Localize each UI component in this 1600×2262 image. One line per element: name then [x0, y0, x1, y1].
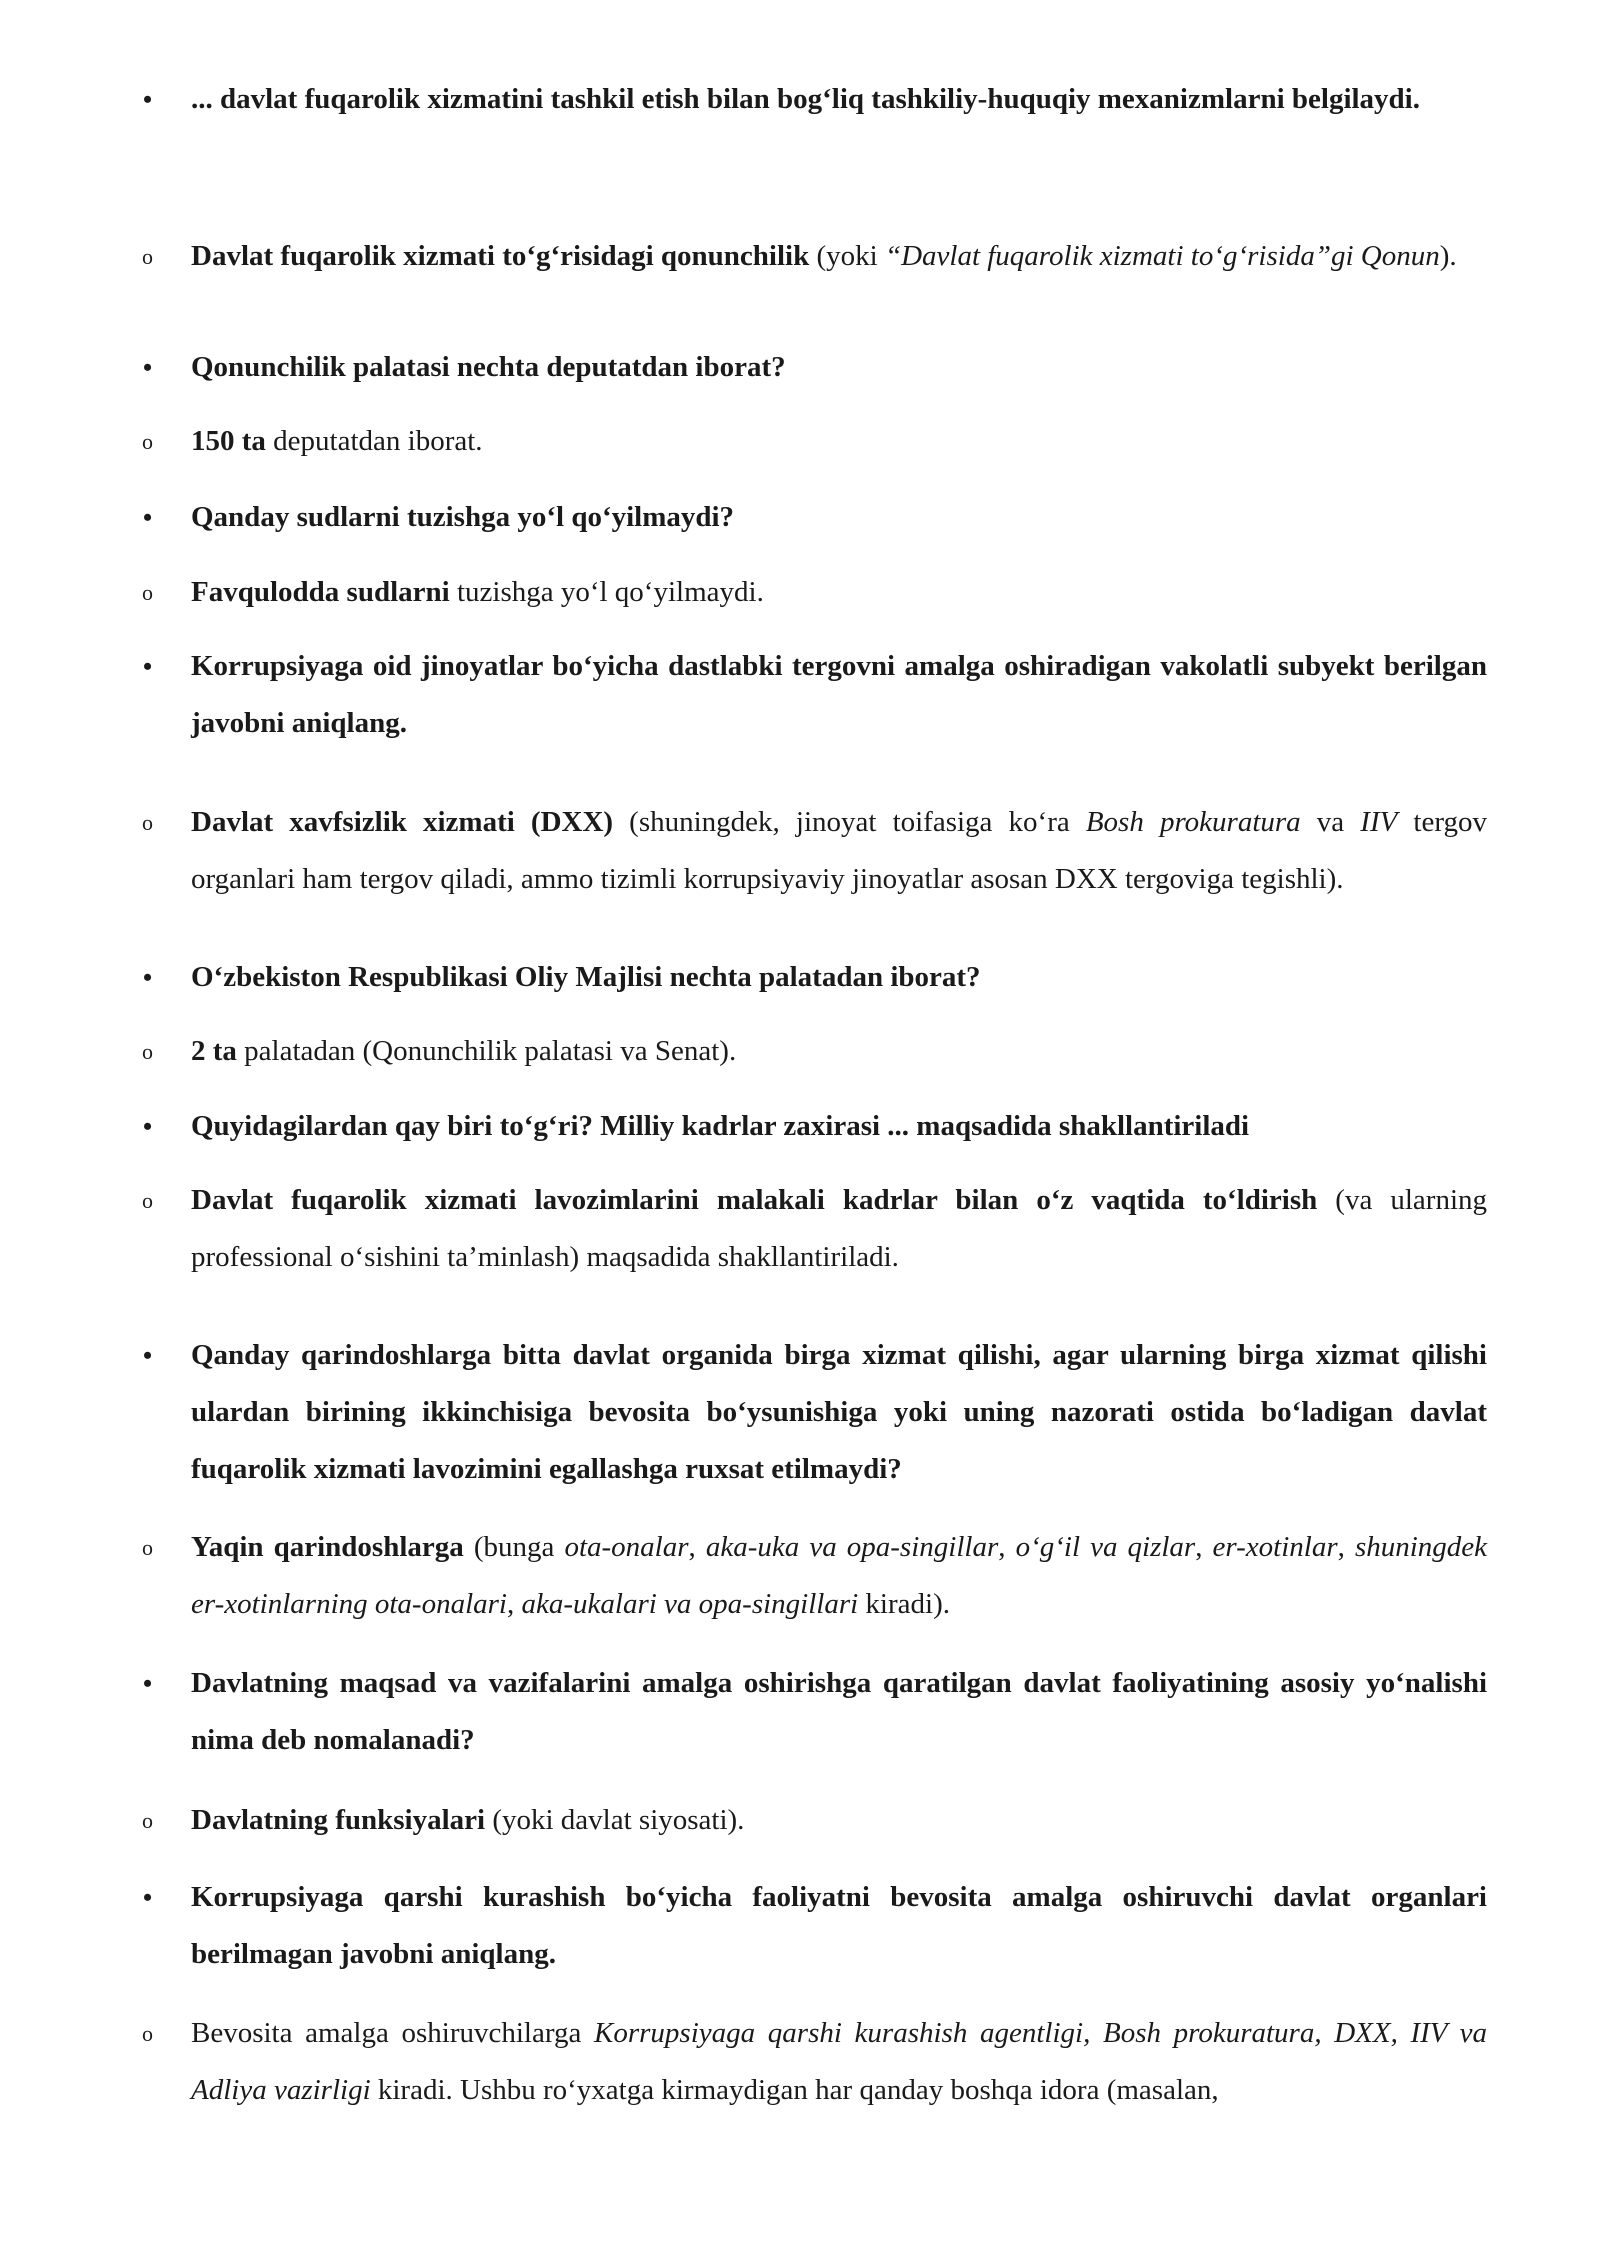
italic-text: o‘g‘il va qizlar [1015, 1531, 1196, 1563]
bold-text: Qanday qarindoshlarga bitta davlat organida birga xizmat qilishi, agar ularning birga xizmat qilishi ulardan birining ikkinchisiga bevosita bo‘ysunishiga yoki uning nazorati ostida bo‘ladigan davlat fuqarolik xizmati lavozimini egallashga ruxsat etilmaydi? [191, 1339, 1487, 1485]
question-item [143, 949, 1487, 1006]
answer-item [142, 2005, 1488, 2119]
plain-text: Bevosita amalga oshiruvchilarga [191, 2017, 595, 2049]
circle-marker: o [142, 810, 153, 835]
plain-text: va [1300, 806, 1361, 838]
answer-item [142, 1023, 1487, 1080]
question-item [143, 1869, 1487, 1983]
bold-text: 150 ta [191, 425, 266, 457]
bold-text: Korrupsiyaga oid jinoyatlar bo‘yicha dastlabki tergovni amalga oshiradigan vakolatli subyekt berilgan javobni aniqlang. [191, 650, 1487, 739]
circle-marker: o [142, 1039, 153, 1064]
bold-text: Qanday sudlarni tuzishga yo‘l qo‘yilmaydi? [191, 501, 735, 533]
answer-item [142, 564, 1487, 621]
bold-text: Favqulodda sudlarni [191, 576, 450, 608]
circle-marker: o [142, 1808, 153, 1833]
question-item [143, 1098, 1487, 1155]
plain-text: kiradi). [858, 1588, 950, 1620]
bold-text: Yaqin qarindoshlarga [191, 1531, 464, 1563]
question-item [143, 1327, 1487, 1498]
bold-text: Davlat fuqarolik xizmati lavozimlarini malakali kadrlar bilan o‘z vaqtida to‘ldirish [191, 1184, 1318, 1216]
question-item [143, 1655, 1487, 1769]
bullet-marker: • [143, 503, 153, 532]
bullet-marker: • [143, 963, 153, 992]
plain-text: , [1337, 1531, 1355, 1563]
bold-text: Davlat fuqarolik xizmati to‘g‘risidagi qonunchilik [191, 240, 810, 272]
italic-text: shuningdek er-xotinlarning ota-onalari [191, 1531, 1488, 1620]
answer-item [142, 1519, 1488, 1633]
plain-text: (shuningdek, jinoyat toifasiga ko‘ra [613, 806, 1086, 838]
circle-marker: o [142, 429, 153, 454]
question-item [143, 638, 1487, 752]
bold-text: Davlatning funksiyalari [191, 1804, 486, 1836]
italic-text: IIV [1360, 806, 1398, 838]
plain-text: , [506, 1588, 522, 1620]
bullet-marker: • [143, 85, 153, 114]
italic-text: “Davlat fuqarolik xizmati to‘g‘risida”gi Qonun [884, 240, 1440, 272]
circle-marker: o [142, 244, 153, 269]
plain-text: palatadan (Qonunchilik palatasi va Senat). [236, 1035, 737, 1067]
question-item [143, 339, 1487, 396]
answer-item [142, 1792, 1487, 1849]
answer-item [142, 1172, 1488, 1286]
answer-item [142, 228, 1487, 285]
bold-text: Quyidagilardan qay biri to‘g‘ri? Milliy kadrlar zaxirasi ... maqsadida shakllantiriladi [191, 1110, 1250, 1142]
plain-text: kiradi. Ushbu ro‘yxatga kirmaydigan har qanday boshqa idora (masalan, [370, 2074, 1219, 2106]
circle-marker: o [142, 1535, 153, 1560]
bullet-marker: • [143, 652, 153, 681]
plain-text: (yoki davlat siyosati). [485, 1804, 745, 1836]
plain-text: deputatdan iborat. [265, 425, 483, 457]
plain-text: tergov organlari ham tergov qiladi, ammo tizimli korrupsiyaviy jinoyatlar asosan DXX tergoviga tegishli). [191, 806, 1487, 895]
bold-text: Davlatning maqsad va vazifalarini amalga oshirishga qaratilgan davlat faoliyatining asosiy yo‘nalishi nima deb nomalanadi? [191, 1667, 1487, 1756]
plain-text: (va ularning professional o‘sishini ta’minlash) maqsadida shakllantiriladi. [191, 1184, 1488, 1273]
bullet-marker: • [143, 1112, 153, 1141]
answer-item [142, 794, 1487, 908]
circle-marker: o [142, 580, 153, 605]
plain-text: (bunga [463, 1531, 565, 1563]
question-item [143, 71, 1487, 128]
plain-text: tuzishga yo‘l qo‘yilmaydi. [449, 576, 764, 608]
italic-text: Korrupsiyaga qarshi kurashish agentligi, Bosh prokuratura, DXX, IIV va Adliya vazirligi [191, 2017, 1488, 2106]
circle-marker: o [142, 2021, 153, 2046]
bold-text: ... davlat fuqarolik xizmatini tashkil etish bilan bog‘liq tashkiliy-huquqiy mexanizmlarni belgilaydi. [191, 83, 1420, 115]
italic-text: aka-ukalari va opa-singillari [521, 1588, 859, 1620]
bullet-marker: • [143, 1669, 153, 1698]
bold-text: Davlat xavfsizlik xizmati (DXX) [191, 806, 614, 838]
plain-text: (yoki [809, 240, 885, 272]
italic-text: Bosh prokuratura [1085, 806, 1301, 838]
answer-item [142, 413, 1487, 470]
plain-text: , [1195, 1531, 1213, 1563]
bullet-marker: • [143, 1341, 153, 1370]
question-item [143, 489, 1487, 546]
bullet-marker: • [143, 353, 153, 382]
italic-text: aka-uka va opa-singillar [705, 1531, 999, 1563]
circle-marker: o [142, 1188, 153, 1213]
italic-text: er-xotinlar [1212, 1531, 1338, 1563]
plain-text: , [998, 1531, 1016, 1563]
bold-text: Korrupsiyaga qarshi kurashish bo‘yicha faoliyatni bevosita amalga oshiruvchi davlat organlari berilmagan javobni aniqlang. [191, 1881, 1487, 1970]
plain-text: ). [1439, 240, 1457, 272]
plain-text: , [688, 1531, 706, 1563]
bullet-marker: • [143, 1883, 153, 1912]
bold-text: O‘zbekiston Respublikasi Oliy Majlisi nechta palatadan iborat? [191, 961, 981, 993]
bold-text: 2 ta [191, 1035, 237, 1067]
italic-text: ota-onalar [564, 1531, 689, 1563]
bold-text: Qonunchilik palatasi nechta deputatdan iborat? [191, 351, 786, 383]
